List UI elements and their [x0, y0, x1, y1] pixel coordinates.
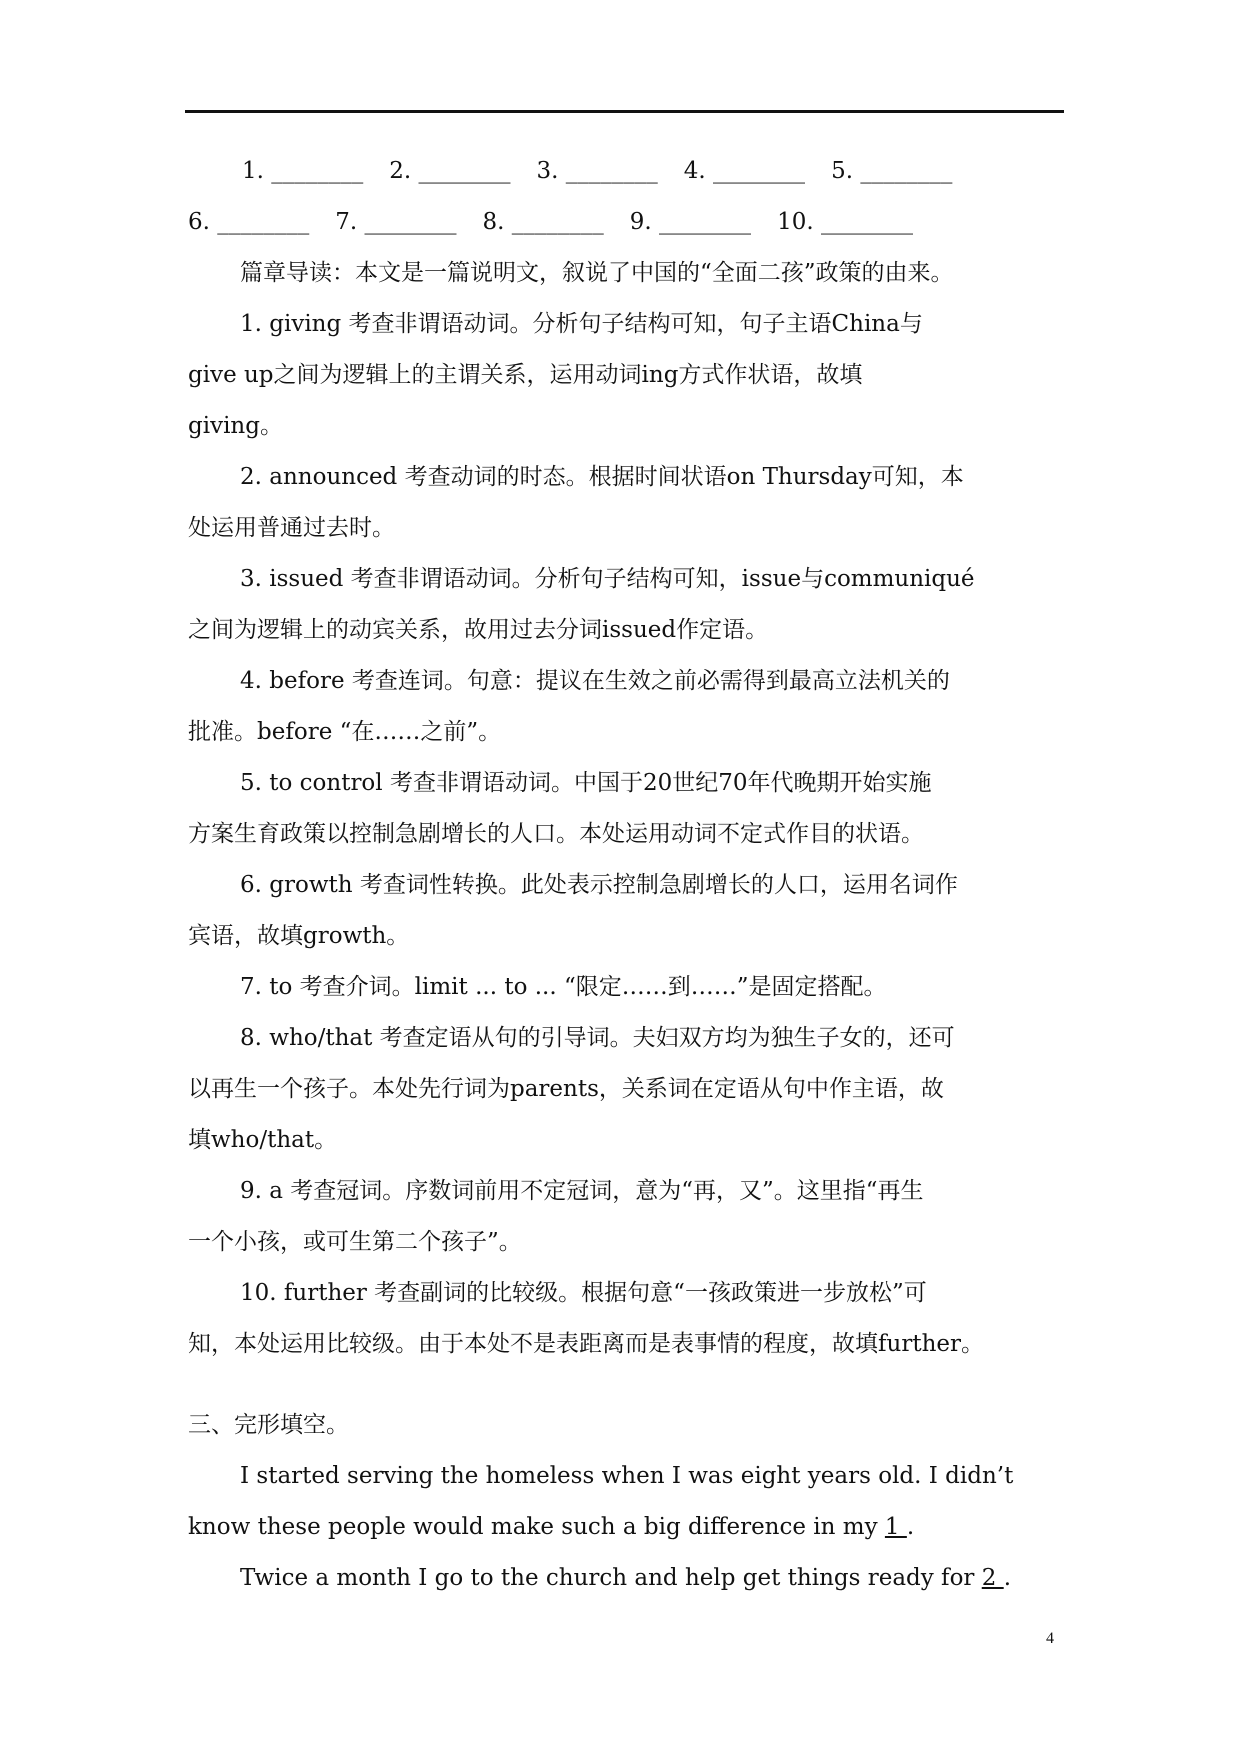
section-title: 三、完形填空。: [188, 1412, 349, 1438]
answer-line: 4. before 考查连词。句意：提议在生效之前必需得到最高立法机关的: [240, 668, 950, 694]
answer-line: 7. to 考查介词。limit ... to ... “限定……到……”是固定搭配。: [240, 974, 887, 1000]
answer-10: [188, 1268, 1068, 1370]
passage-text: .: [1003, 1565, 1011, 1591]
answer-8: [188, 1013, 1068, 1166]
answer-line: 之间为逻辑上的动宾关系，故用过去分词issued作定语。: [188, 617, 769, 643]
cloze-blank: 1: [884, 1514, 907, 1540]
answer-line: 1. giving 考查非谓语动词。分析句子结构可知，句子主语China与: [240, 311, 923, 337]
answer-7: [188, 962, 1068, 1013]
answer-line: 2. announced 考查动词的时态。根据时间状语on Thursday可知，本: [240, 464, 964, 490]
answer-6: [188, 860, 1068, 962]
passage-line: I started serving the homeless when I was eight years old. I didn’t: [240, 1463, 1014, 1489]
passage-line: [188, 1553, 1068, 1604]
answer-line: 填who/that。: [188, 1127, 338, 1153]
answer-4: [188, 656, 1068, 758]
answer-5: [188, 758, 1068, 860]
passage-text: know these people would make such a big difference in my: [188, 1514, 878, 1540]
intro-text: 篇章导读：本文是一篇说明文，叙说了中国的“全面二孩”政策的由来。: [240, 260, 954, 286]
answer-9: [188, 1166, 1068, 1268]
blank-label: 9. ________: [629, 209, 752, 235]
answer-2: [188, 452, 1068, 554]
answer-line: 3. issued 考查非谓语动词。分析句子结构可知，issue与communiqué: [240, 566, 975, 592]
blank-label: 3. ________: [536, 158, 658, 184]
blank-label: 8. ________: [482, 209, 604, 235]
blank-label: 2. ________: [389, 158, 511, 184]
answer-line: 5. to control 考查非谓语动词。中国于20世纪70年代晚期开始实施: [240, 770, 932, 796]
blanks-row-1: [188, 146, 1068, 197]
answer-line: 批准。before “在……之前”。: [188, 719, 502, 745]
answer-line: 9. a 考查冠词。序数词前用不定冠词，意为“再，又”。这里指“再生: [240, 1178, 924, 1204]
blank-label: 10. ________: [777, 209, 913, 235]
answer-line: 知，本处运用比较级。由于本处不是表距离而是表事情的程度，故填further。: [188, 1331, 984, 1357]
blank-label: 5. ________: [831, 158, 953, 184]
answer-line: 宾语，故填growth。: [188, 923, 410, 949]
passage-text: .: [906, 1514, 915, 1540]
answer-line: give up之间为逻辑上的主谓关系，运用动词ing方式作状语，故填: [188, 362, 863, 388]
passage-text: Twice a month I go to the church and help get things ready for: [240, 1565, 975, 1591]
answer-line: 6. growth 考查词性转换。此处表示控制急剧增长的人口，运用名词作: [240, 872, 958, 898]
answer-line: 10. further 考查副词的比较级。根据句意“一孩政策进一步放松”可: [240, 1280, 927, 1306]
blank-label: 7. ________: [335, 209, 457, 235]
answer-line: 一个小孩，或可生第二个孩子”。: [188, 1229, 522, 1255]
passage-line: [188, 1502, 1068, 1553]
header-rule: [185, 110, 1064, 113]
answer-1: [188, 299, 1068, 452]
blank-label: 4. ________: [683, 158, 806, 184]
page-number: 4: [1046, 1630, 1054, 1647]
answer-3: [188, 554, 1068, 656]
blank-label: 6. ________: [188, 209, 310, 235]
page-content: [188, 146, 1068, 1604]
answer-line: 处运用普通过去时。: [188, 515, 395, 541]
blank-label: 1. ________: [242, 158, 364, 184]
answer-line: 方案生育政策以控制急剧增长的人口。本处运用动词不定式作目的状语。: [188, 821, 924, 847]
answer-line: giving。: [188, 413, 283, 439]
answer-line: 以再生一个孩子。本处先行词为parents，关系词在定语从句中作主语，故: [188, 1076, 944, 1102]
answer-line: 8. who/that 考查定语从句的引导词。夫妇双方均为独生子女的，还可: [240, 1025, 955, 1051]
blanks-row-2: [188, 197, 1068, 248]
cloze-blank: 2: [981, 1565, 1004, 1591]
